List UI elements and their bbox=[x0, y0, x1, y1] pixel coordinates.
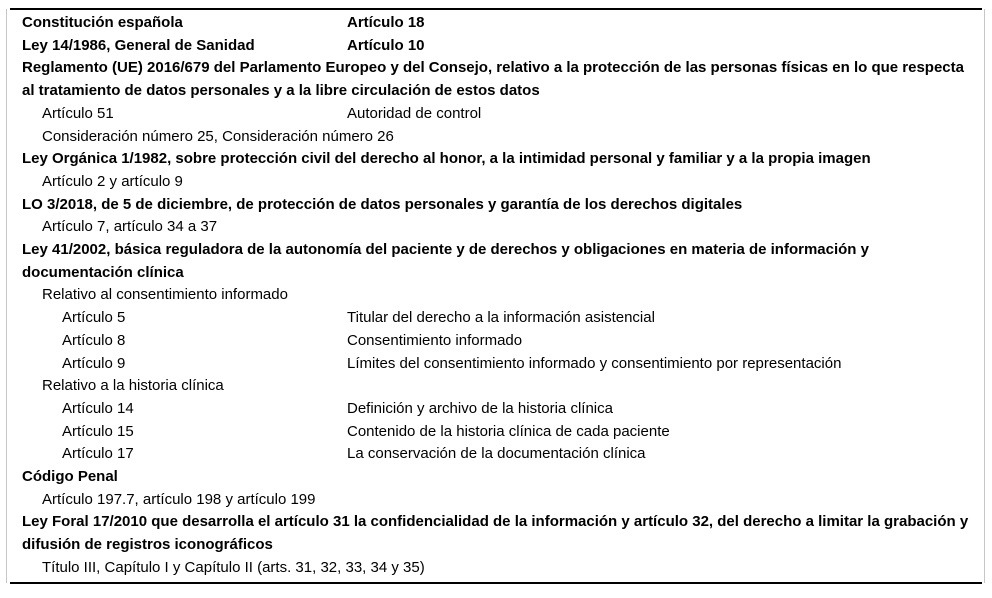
table-top-rule bbox=[10, 8, 982, 10]
article-row bbox=[22, 443, 970, 466]
law-title: Ley 14/1986, General de Sanidad bbox=[22, 36, 255, 54]
article-ref: Artículo 51 bbox=[42, 104, 114, 122]
article-row bbox=[22, 216, 970, 239]
law-row bbox=[22, 57, 970, 102]
article-row bbox=[22, 353, 970, 376]
law-title: Código Penal bbox=[22, 468, 118, 486]
article-ref: Consideración número 25, Consideración número 26 bbox=[42, 127, 394, 145]
section-label: Relativo a la historia clínica bbox=[42, 377, 224, 395]
table-body bbox=[22, 12, 970, 580]
article-ref: Artículo 17 bbox=[62, 445, 134, 463]
article-row bbox=[22, 330, 970, 353]
law-row bbox=[22, 194, 970, 217]
law-title: Reglamento (UE) 2016/679 del Parlamento Europeo y del Consejo, relativo a la protección de las personas físicas en lo que respecta al tratamiento de datos personales y a la libre circulación de estos datos bbox=[22, 59, 964, 100]
article-ref: Artículo 9 bbox=[62, 354, 126, 372]
article-ref: Artículo 15 bbox=[62, 422, 134, 440]
article-row bbox=[22, 307, 970, 330]
article-row bbox=[22, 171, 970, 194]
article-row bbox=[22, 103, 970, 126]
section-label: Relativo al consentimiento informado bbox=[42, 286, 288, 304]
article-row bbox=[22, 398, 970, 421]
law-title: Ley Orgánica 1/1982, sobre protección civil del derecho al honor, a la intimidad personal y familiar y a la propia imagen bbox=[22, 150, 871, 168]
law-title: Constitución española bbox=[22, 14, 183, 31]
law-title: Ley 41/2002, básica reguladora de la autonomía del paciente y de derechos y obligaciones en materia de información y documentación clínica bbox=[22, 241, 869, 281]
article-ref: Título III, Capítulo I y Capítulo II (arts. 31, 32, 33, 34 y 35) bbox=[42, 558, 425, 576]
law-title: Ley Foral 17/2010 que desarrolla el artículo 31 la confidencialidad de la información y artículo 32, del derecho a limitar la grabación y difusión de registros iconográficos bbox=[22, 513, 969, 554]
article-ref: Artículo 10 bbox=[347, 36, 425, 54]
law-row bbox=[22, 511, 970, 556]
law-row bbox=[22, 148, 970, 171]
article-row bbox=[22, 557, 970, 580]
law-row bbox=[22, 239, 970, 284]
article-ref: Artículo 7, artículo 34 a 37 bbox=[42, 218, 218, 236]
article-row bbox=[22, 489, 970, 512]
table-bottom-rule bbox=[10, 582, 982, 584]
article-description: Contenido de la historia clínica de cada paciente bbox=[347, 422, 670, 440]
article-ref: Artículo 197.7, artículo 198 y artículo 199 bbox=[42, 490, 316, 508]
article-description: Límites del consentimiento informado y consentimiento por representación bbox=[347, 354, 842, 372]
law-row bbox=[22, 466, 970, 489]
article-row bbox=[22, 126, 970, 149]
law-row bbox=[22, 12, 970, 35]
article-description: Consentimiento informado bbox=[347, 331, 523, 349]
article-ref: Artículo 14 bbox=[62, 399, 134, 417]
article-ref: Artículo 18 bbox=[347, 14, 425, 31]
table-right-border bbox=[984, 9, 985, 583]
article-description: La conservación de la documentación clínica bbox=[347, 445, 646, 463]
article-ref: Artículo 5 bbox=[62, 309, 126, 327]
article-row bbox=[22, 421, 970, 444]
article-description: Autoridad de control bbox=[347, 104, 482, 122]
law-row bbox=[22, 35, 970, 58]
law-title: LO 3/2018, de 5 de diciembre, de protección de datos personales y garantía de los derechos digitales bbox=[22, 195, 743, 213]
article-ref: Artículo 8 bbox=[62, 331, 126, 349]
table-left-border bbox=[6, 9, 7, 583]
section-row bbox=[22, 284, 970, 307]
section-row bbox=[22, 375, 970, 398]
article-ref: Artículo 2 y artículo 9 bbox=[42, 172, 183, 190]
article-description: Titular del derecho a la información asistencial bbox=[347, 309, 655, 327]
article-description: Definición y archivo de la historia clínica bbox=[347, 399, 613, 417]
